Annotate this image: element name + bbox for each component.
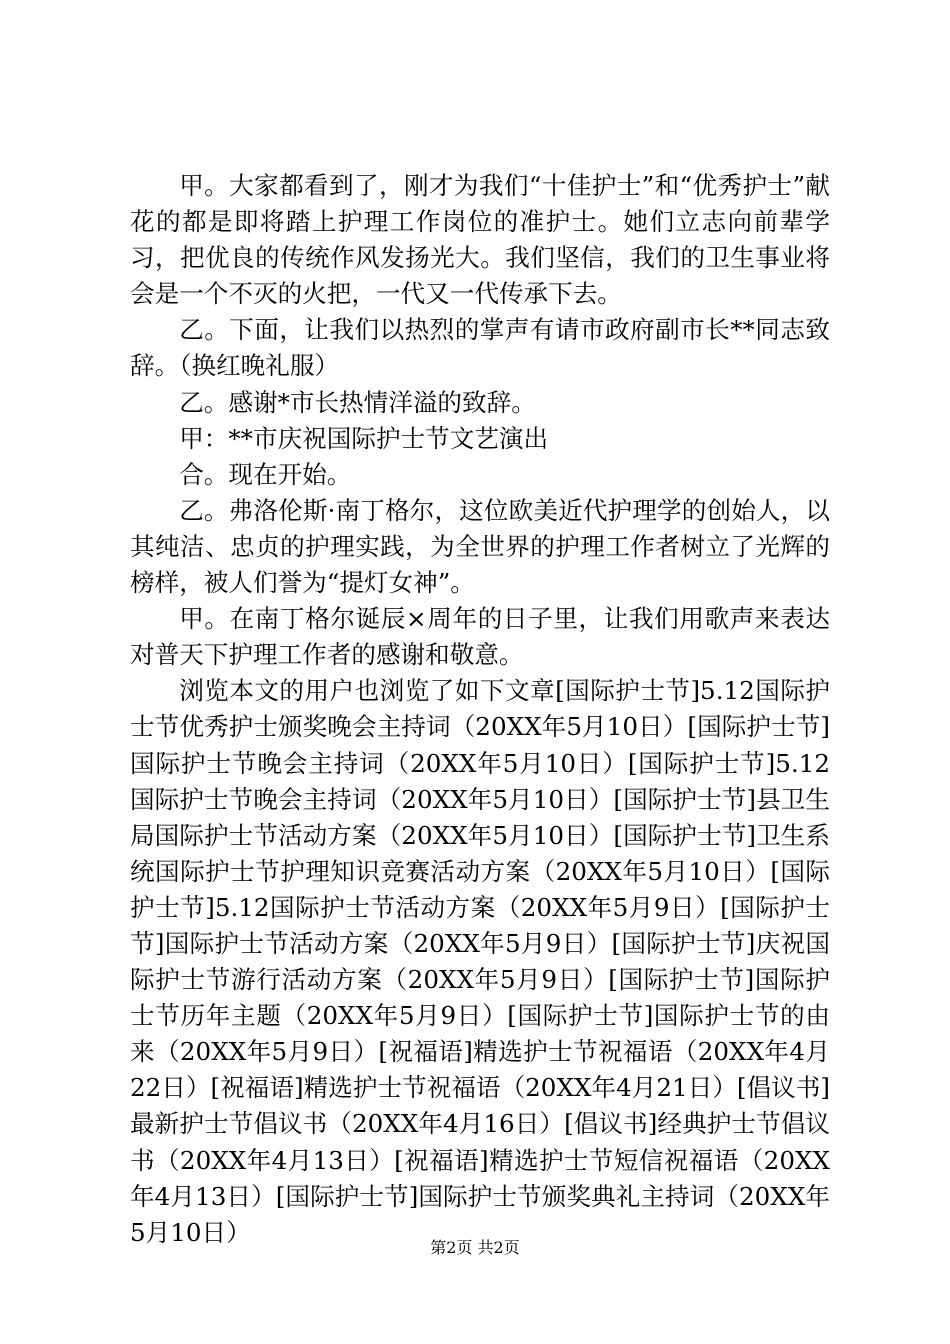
page-number-footer: 第2页 共2页 — [430, 1238, 520, 1257]
paragraph-6: 乙。弗洛伦斯·南丁格尔，这位欧美近代护理学的创始人，以其纯洁、忠贞的护理实践，为全世界的护理工作者树立了光辉的榜样，被人们誉为“提灯女神”。 — [130, 495, 830, 598]
paragraph-5: 合。现在开始。 — [179, 459, 352, 489]
document-body — [130, 168, 830, 1251]
paragraph-4: 甲：**市庆祝国际护士节文艺演出 — [179, 423, 549, 453]
related-articles-paragraph: 浏览本文的用户也浏览了如下文章[国际护士节]5.12国际护士节优秀护士颁奖晚会主持词（20XX年5月10日）[国际护士节]国际护士节晚会主持词（20XX年5月10日）[国际护士节]5.12国际护士节晚会主持词（20XX年5月10日）[国际护士节]县卫生局国际护士节活动方案（20XX年5月10日）[国际护士节]卫生系统国际护士节护理知识竞赛活动方案（20XX年5月10日）[国际护士节]5.12国际护士节活动方案（20XX年5月9日）[国际护士节]国际护士节活动方案（20XX年5月9日）[国际护士节]庆祝国际护士节游行活动方案（20XX年5月9日）[国际护士节]国际护士节历年主题（20XX年5月9日）[国际护士节]国际护士节的由来（20XX年5月9日）[祝福语]精选护士节祝福语（20XX年4月22日）[祝福语]精选护士节祝福语（20XX年4月21日）[倡议书]最新护士节倡议书（20XX年4月16日）[倡议书]经典护士节倡议书（20XX年4月13日）[祝福语]精选护士节短信祝福语（20XX年4月13日）[国际护士节]国际护士节颁奖典礼主持词（20XX年5月10日） — [130, 676, 830, 1247]
paragraph-2: 乙。下面，让我们以热烈的掌声有请市政府副市长**同志致辞。（换红晚礼服） — [130, 315, 830, 381]
paragraph-7: 甲。在南丁格尔诞辰×周年的日子里，让我们用歌声来表达对普天下护理工作者的感谢和敬意。 — [130, 604, 830, 670]
paragraph-3: 乙。感谢*市长热情洋溢的致辞。 — [179, 387, 536, 417]
paragraph-1: 甲。大家都看到了，刚才为我们“十佳护士”和“优秀护士”献花的都是即将踏上护理工作岗位的准护士。她们立志向前辈学习，把优良的传统作风发扬光大。我们坚信，我们的卫生事业将会是一个不灭的火把，一代又一代传承下去。 — [130, 171, 830, 309]
